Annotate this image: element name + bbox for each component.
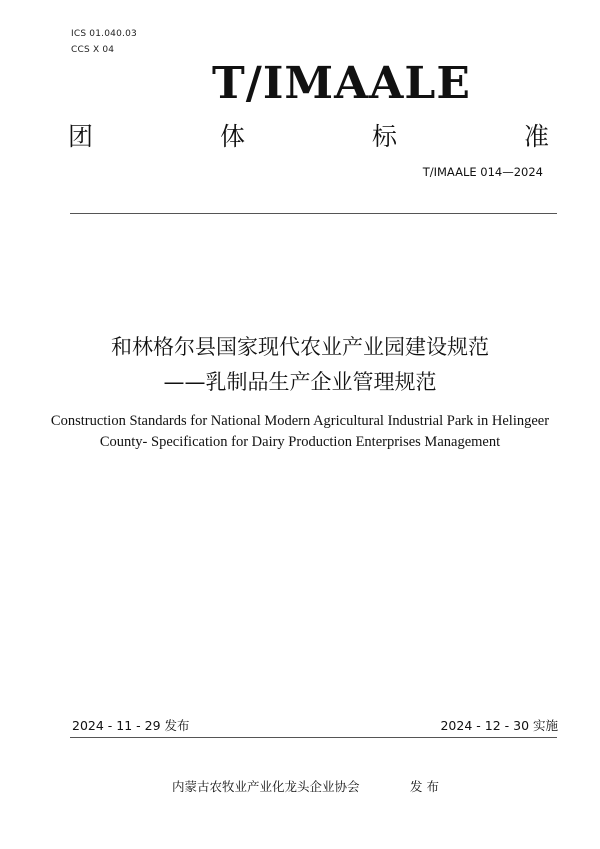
- title-cn-line-2: ——乳制品生产企业管理规范: [163, 370, 437, 394]
- implementation-date: 2024 - 12 - 30 实施: [440, 718, 558, 733]
- header-divider: [70, 213, 557, 214]
- organization-logo-text: T/IMAALE: [212, 58, 471, 109]
- title-en-line-1: Construction Standards for National Modern Agricultural Industrial Park in Helingeer: [50, 413, 550, 429]
- standard-type-char-3: 标: [372, 122, 398, 151]
- title-en-line-2: County- Specification for Dairy Production Enterprises Management: [99, 434, 501, 450]
- ics-code: ICS 01.040.03: [71, 29, 137, 39]
- issuing-organization: 内蒙古农牧业产业化龙头企业协会: [172, 779, 360, 794]
- standard-type-char-2: 体: [220, 122, 246, 151]
- standard-number: T/IMAALE 014—2024: [422, 165, 543, 179]
- standard-type-char-4: 准: [524, 122, 550, 151]
- issue-date: 2024 - 11 - 29 发布: [72, 718, 190, 733]
- ccs-code: CCS X 04: [71, 45, 115, 55]
- title-cn-line-1: 和林格尔县国家现代农业产业园建设规范: [111, 335, 489, 359]
- issue-label: 发 布: [410, 779, 439, 794]
- footer-divider: [70, 737, 557, 738]
- standard-type-char-1: 团: [68, 122, 94, 151]
